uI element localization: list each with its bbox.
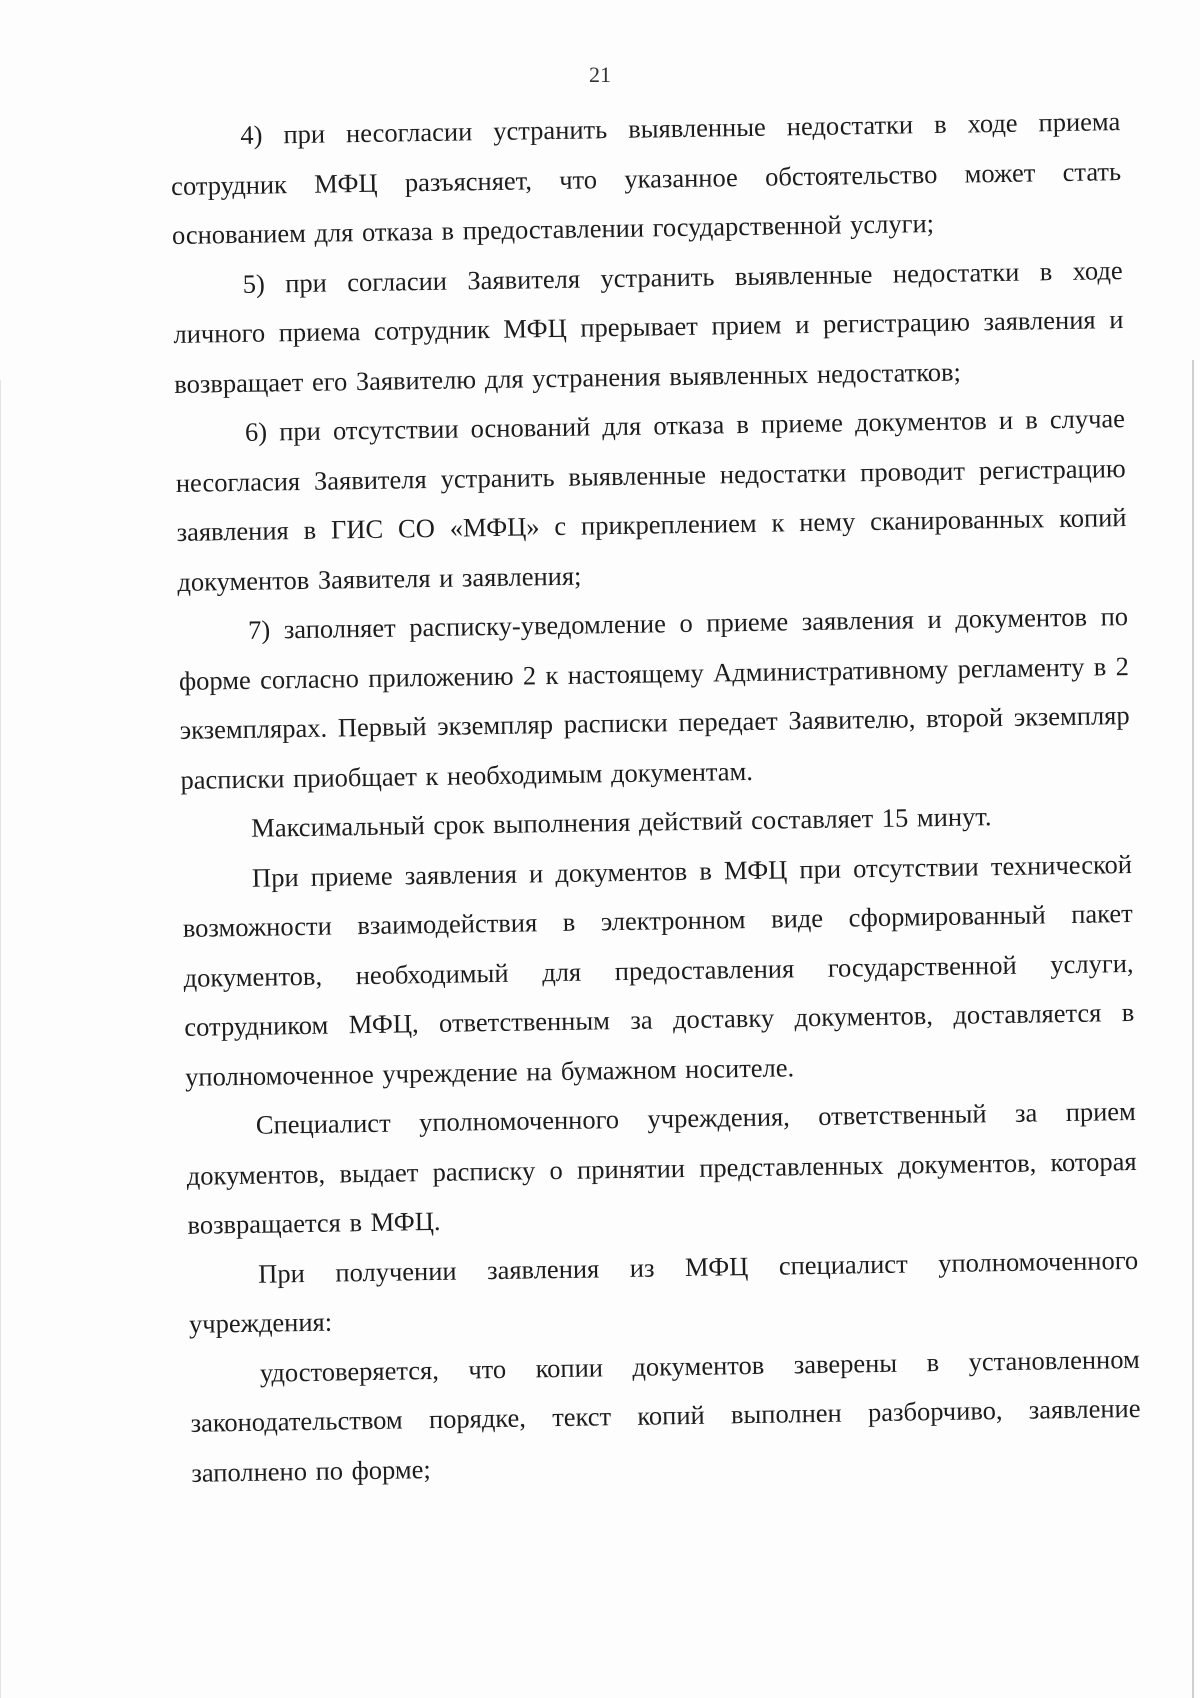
paragraph-item-4: 4) при несогласии устранить выявленные недостатки в ходе приема сотрудник МФЦ разъясняет, что указанное обстоятельство может стать основанием для отказа в предоставлении государственной услуги; bbox=[170, 106, 1122, 250]
scan-edge-left bbox=[0, 380, 1, 1698]
paragraph-verification: удостоверяется, что копии документов заверены в установленном законодательством порядке, текст копий выполнен разборчиво, заявление заполнено по форме; bbox=[190, 1343, 1141, 1488]
page-number: 21 bbox=[589, 62, 611, 87]
paragraph-max-time: Максимальный срок выполнения действий составляет 15 минут. bbox=[251, 801, 992, 843]
paragraph-item-6: 6) при отсутствии оснований для отказа в приеме документов и в случае несогласия Заявителя устранить выявленные недостатки проводит регистрацию заявления в ГИС СО «МФЦ» с прикреплением к нему сканированных копий документов Заявителя и заявления; bbox=[175, 403, 1127, 597]
paragraph-item-7: 7) заполняет расписку-уведомление о приеме заявления и документов по форме согласно приложению 2 к настоящему Административному регламенту в 2 экземплярах. Первый экземпляр расписки передает Заявителю, второй экземпляр расписки приобщает к необходимым документам. bbox=[178, 601, 1130, 795]
paragraph-receipt: Специалист уполномоченного учреждения, ответственный за прием документов, выдает расписку о принятии представленных документов, которая возвращается в МФЦ. bbox=[186, 1095, 1137, 1240]
scan-edge-right bbox=[1192, 360, 1194, 1698]
paragraph-document-delivery: При приеме заявления и документов в МФЦ при отсутствии технической возможности взаимодействия в электронном виде сформированный пакет документов, необходимый для предоставления государственной услуги, сотрудником МФЦ, ответственным за доставку документов, доставляется в уполномоченное учреждение на бумажном носителе. bbox=[182, 848, 1135, 1092]
paragraph-receiving-application: При получении заявления из МФЦ специалист уполномоченного учреждения: bbox=[188, 1244, 1139, 1339]
paragraph-item-5: 5) при согласии Заявителя устранить выявленные недостатки в ходе личного приема сотрудник МФЦ прерывает прием и регистрацию заявления и возвращает его Заявителю для устранения выявленных недостатков; bbox=[173, 254, 1124, 399]
document-body bbox=[170, 97, 1142, 1498]
